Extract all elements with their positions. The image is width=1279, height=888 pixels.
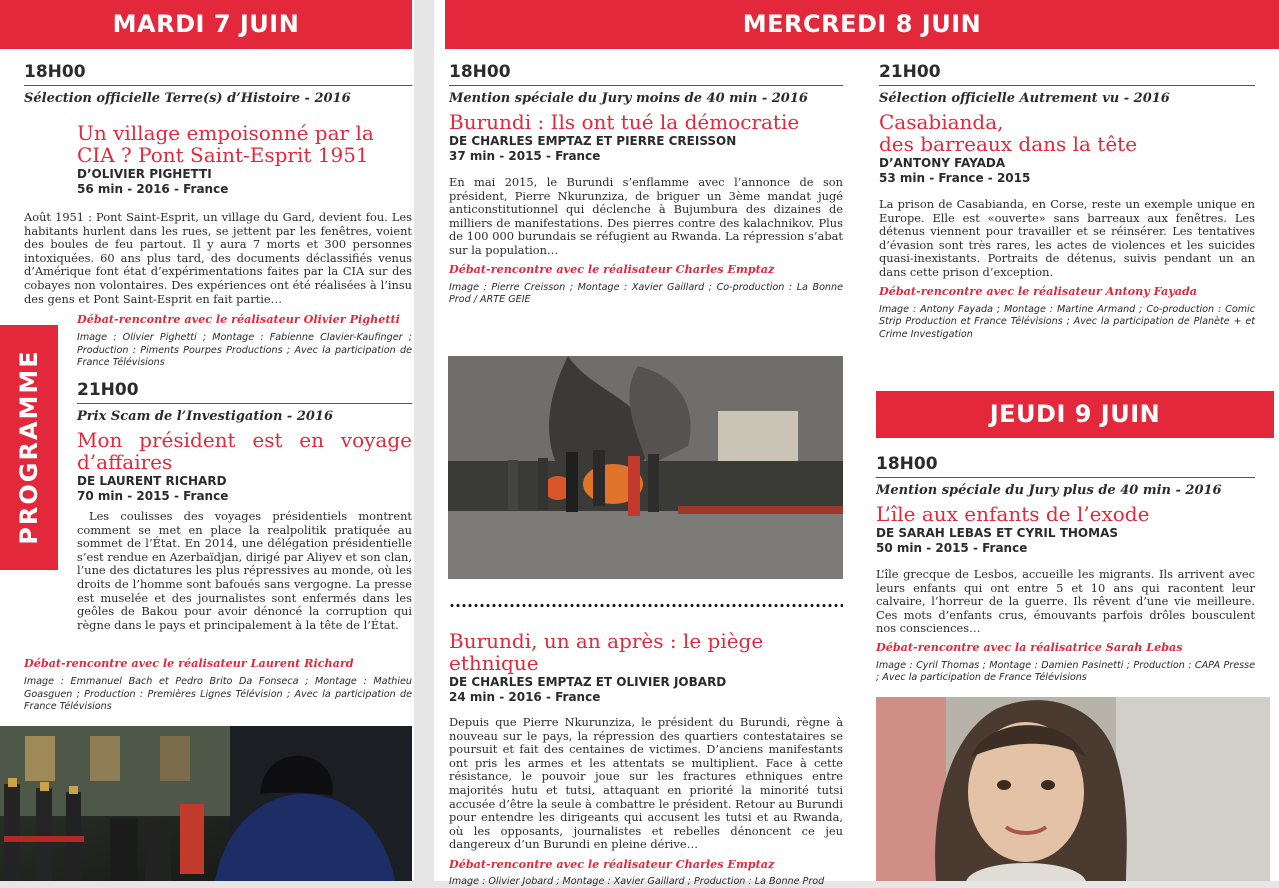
film-title: Burundi : Ils ont tué la démocratie	[449, 110, 800, 134]
left-page	[0, 0, 414, 881]
film-description: L’île grecque de Lesbos, accueille les migrants. Ils arrivent avec leurs enfants qui ont entre 5 et 10 ans qui racontent leur calvaire, l’horreur de la guerre. Ils rêvent d’une vie meilleure. Ces mots d’enfants crus, émouvants parfois drôles bousculent nos consciences…	[876, 567, 1255, 636]
film-title: Un village empoisonné par la CIA ? Pont Saint-Esprit 1951	[77, 121, 374, 167]
film-credits: Image : Olivier Jobard ; Montage : Xavier Gaillard ; Production : La Bonne Prod	[449, 875, 825, 887]
film-director: DE SARAH LEBAS ET CYRIL THOMAS	[876, 526, 1118, 540]
film-extra-cia	[77, 308, 412, 370]
film-description: La prison de Casabianda, en Corse, reste un exemple unique en Europe. Elle est «ouverte» sans barreaux aux fenêtres. Les détenus viennent pour travailler et se réinsérer. Les tentatives d’évasion sont très rares, les actes de violences et les suicides quasi-inexistants. Portraits de détenus, suivis pendant un an dans cette prison d’exception.	[879, 197, 1255, 279]
screening-time: 21H00	[77, 380, 412, 404]
film-extra-president	[24, 652, 412, 714]
photo-lesbos-child	[876, 697, 1270, 881]
film-title-line-2: des barreaux dans la tête	[879, 132, 1138, 156]
film-block-cia	[24, 62, 412, 111]
film-details-cia	[77, 122, 412, 203]
debate-note: Débat-rencontre avec le réalisateur Olivier Pighetti	[77, 312, 400, 326]
dotted-separator	[449, 603, 843, 608]
film-director: D’OLIVIER PIGHETTI	[77, 167, 212, 181]
photo-burundi-protest	[448, 356, 843, 579]
film-meta: 53 min - France - 2015	[879, 171, 1031, 185]
film-director: DE CHARLES EMPTAZ ET PIERRE CREISSON	[449, 134, 737, 148]
burundi-protest-illustration	[448, 356, 843, 579]
film-block-burundi-1	[449, 62, 843, 307]
screening-time: 18H00	[876, 454, 1255, 478]
film-meta: 24 min - 2016 - France	[449, 690, 601, 704]
film-block-lesbos	[876, 454, 1255, 685]
film-description: Août 1951 : Pont Saint-Esprit, un village du Gard, devient fou. Les habitants hurlent dans les rues, se jettent par les fenêtres, voient des boules de feu partout. Il y aura 7 morts et 300 personnes intoxiquées. 60 ans plus tard, des documents déclassifiés venus d’Amérique font état d’expérimentations faites par la CIA sur des cobayes non volontaires. Des expériences ont été réalisées à l’insu des gens et Pont Saint-Esprit en fait partie…	[24, 210, 412, 306]
film-description: En mai 2015, le Burundi s’enflamme avec l’annonce de son président, Pierre Nkurunziza, de briguer un 3ème mandat jugé anticonstitutionnel qui déclenche à Bujumbura des dizaines de milliers de manifestations. Des pierres contre des kalachnikov. Plus de 100 000 burundais se réfugient au Rwanda. La répression s’abat sur la population…	[449, 175, 843, 257]
programme-side-tab	[0, 325, 58, 570]
debate-note: Débat-rencontre avec le réalisateur Laurent Richard	[24, 656, 354, 670]
day-banner-tuesday: MARDI 7 JUIN	[0, 0, 412, 49]
film-meta: 50 min - 2015 - France	[876, 541, 1028, 555]
film-description: Les coulisses des voyages présidentiels montrent comment se met en place la realpolitik pratiquée au sommet de l’État. En 2014, une délégation présidentielle s’est rendue en Azerbaïdjan, dirigé par Aliyev et son clan, l’une des dictatures les plus répressives au monde, où les droits de l’homme sont bafoués sans vergogne. La presse est muselée et des journalistes sont enfermés dans les geôles de Bakou pour avoir dénoncé la corruption qui règne dans le pays et principalement à la tête de l’État.	[77, 509, 412, 632]
debate-note: Débat-rencontre avec le réalisateur Antony Fayada	[879, 283, 1198, 298]
film-description: Depuis que Pierre Nkurunziza, le président du Burundi, règne à nouveau sur le pays, la répression des quartiers contestataires se poursuit et fait des centaines de victimes. D’anciens manifestants ont pris les armes et les attentats se multiplient. Face à cette résistance, le pouvoir joue sur les fractures ethniques entre majorités hutu et tutsi, attaquant en priorité la minorité tutsi accusée d’être la seule à combattre le président. Retour au Burundi pour entendre les dirigeants qui accusent les tutsi et au Rwanda, où les opposants, journalistes et rebelles dénoncent ce jeu dangereux d’un Burundi en pleine dérive…	[449, 715, 843, 852]
film-meta: 70 min - 2015 - France	[77, 489, 229, 503]
film-block-burundi-2	[449, 630, 843, 888]
film-credits: Image : Olivier Pighetti ; Montage : Fabienne Clavier-Kaufinger ; Production : Piments Pourpes Productions ; Avec la participation de France Télévisions	[77, 332, 412, 368]
film-director: DE LAURENT RICHARD	[77, 474, 227, 488]
selection-label: Sélection officielle Terre(s) d’Histoire - 2016	[24, 91, 351, 106]
selection-label: Prix Scam de l’Investigation - 2016	[77, 409, 334, 424]
film-title: L’île aux enfants de l’exode	[876, 502, 1150, 526]
film-meta: 37 min - 2015 - France	[449, 149, 601, 163]
selection-label: Sélection officielle Autrement vu - 2016	[879, 91, 1170, 106]
film-body-cia	[24, 211, 412, 306]
photo-presidential-visit	[0, 726, 412, 881]
screening-time: 18H00	[449, 62, 843, 86]
film-director: D’ANTONY FAYADA	[879, 156, 1006, 170]
film-credits: Image : Pierre Creisson ; Montage : Xavier Gaillard ; Co-production : La Bonne Prod / ARTE GEIE	[449, 281, 843, 306]
selection-label: Mention spéciale du Jury moins de 40 min - 2016	[449, 91, 808, 106]
film-title: Mon président est en voyage d’affaires	[77, 428, 412, 474]
lesbos-child-illustration	[876, 697, 1270, 881]
film-title-line-1: Casabianda,	[879, 110, 1004, 134]
programme-label: PROGRAMME	[15, 349, 43, 545]
film-block-president	[77, 380, 412, 632]
selection-label: Mention spéciale du Jury plus de 40 min - 2016	[876, 483, 1222, 498]
screening-time: 18H00	[24, 62, 412, 86]
film-block-casabianda	[879, 62, 1255, 341]
day-banner-wednesday: MERCREDI 8 JUIN	[445, 0, 1279, 49]
film-credits: Image : Emmanuel Bach et Pedro Brito Da Fonseca ; Montage : Mathieu Goasguen ; Production : Premières Lignes Télévision ; Avec la participation de France Télévisions	[24, 676, 412, 712]
debate-note: Débat-rencontre avec le réalisateur Charles Emptaz	[449, 261, 775, 276]
film-credits: Image : Antony Fayada ; Montage : Martine Armand ; Co-production : Comic Strip Production et France Télévisions ; Avec la participation de Planète + et Crime Investigation	[879, 303, 1255, 340]
debate-note: Débat-rencontre avec la réalisatrice Sarah Lebas	[876, 639, 1183, 654]
screening-time: 21H00	[879, 62, 1255, 86]
film-credits: Image : Cyril Thomas ; Montage : Damien Pasinetti ; Production : CAPA Presse ; Avec la participation de France Télévisions	[876, 659, 1255, 684]
debate-note: Débat-rencontre avec le réalisateur Charles Emptaz	[449, 856, 775, 871]
day-banner-thursday: JEUDI 9 JUIN	[876, 391, 1274, 438]
film-director: DE CHARLES EMPTAZ ET OLIVIER JOBARD	[449, 675, 727, 689]
right-page	[434, 0, 1279, 887]
presidential-visit-illustration	[0, 726, 412, 881]
film-title: Burundi, un an après : le piège ethnique	[449, 629, 764, 675]
film-meta: 56 min - 2016 - France	[77, 182, 229, 196]
